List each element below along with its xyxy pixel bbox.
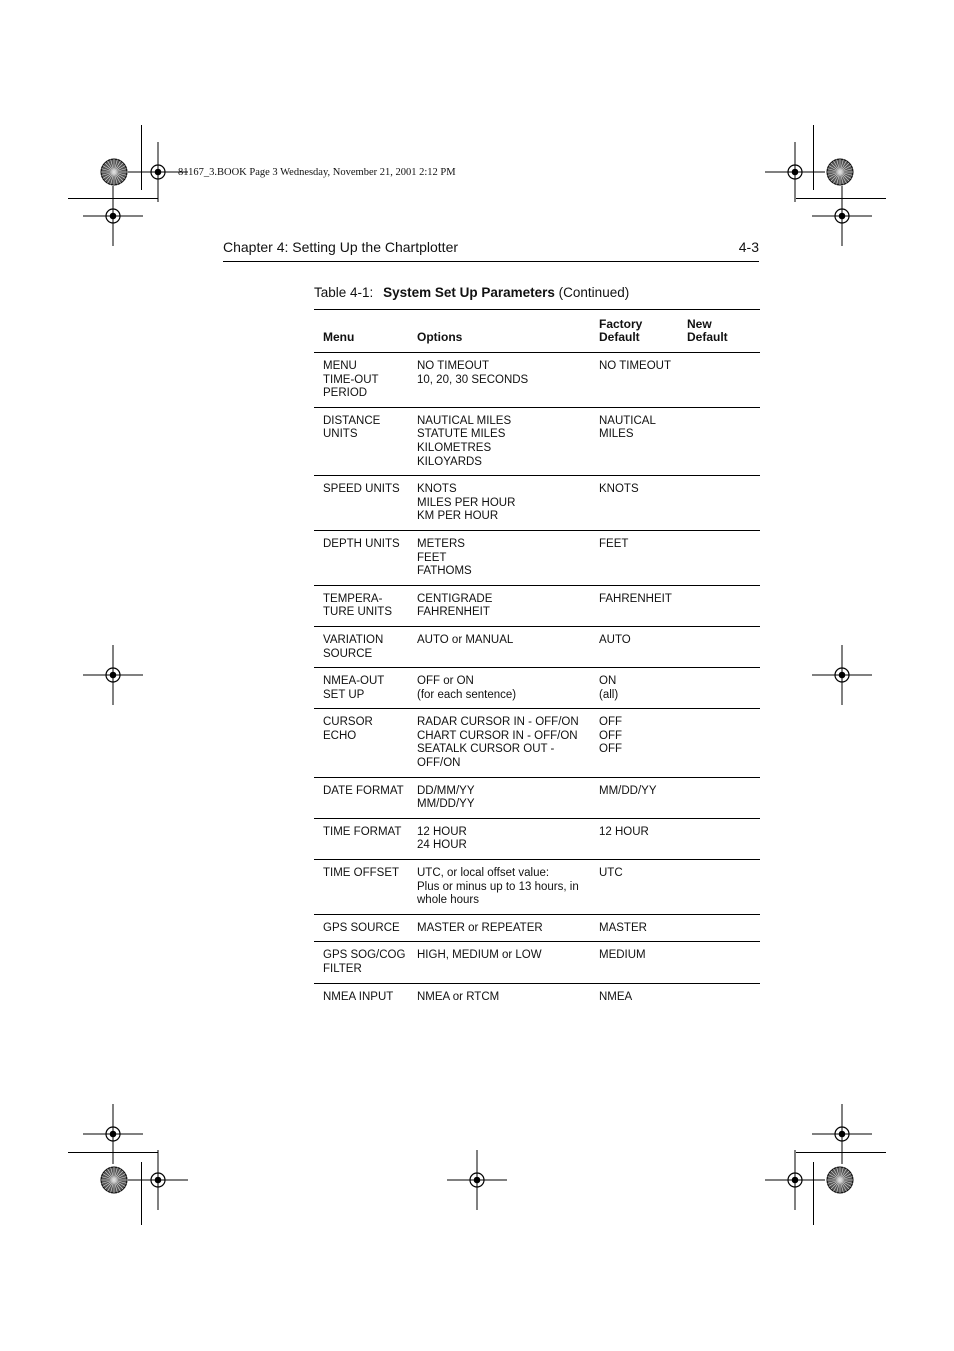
menu-cell: DATE FORMAT bbox=[314, 777, 408, 818]
factory-default-cell: ON (all) bbox=[590, 668, 678, 709]
menu-cell: NMEA INPUT bbox=[323, 990, 394, 1003]
starburst-mark-icon bbox=[99, 1165, 129, 1195]
menu-cell: DISTANCE UNITS bbox=[314, 407, 408, 475]
factory-default-cell: NAUTICAL MILES bbox=[590, 407, 678, 475]
options-cell: RADAR CURSOR IN - OFF/ON CHART CURSOR IN - OFF/ON SEATALK CURSOR OUT - OFF/ON bbox=[408, 709, 590, 777]
menu-cell: MENU TIME-OUT PERIOD bbox=[314, 353, 408, 408]
menu-cell: DEPTH UNITS bbox=[314, 530, 408, 585]
new-default-cell bbox=[678, 585, 760, 626]
new-default-cell bbox=[678, 407, 760, 475]
options-cell: HIGH, MEDIUM or LOW bbox=[408, 942, 590, 983]
column-header-factory-default: Factory Default bbox=[590, 310, 678, 353]
factory-default-cell: MM/DD/YY bbox=[590, 777, 678, 818]
menu-cell: GPS SOG/COG FILTER bbox=[314, 942, 408, 983]
table-body bbox=[314, 353, 760, 1011]
starburst-mark-icon bbox=[99, 157, 129, 187]
table-row bbox=[314, 914, 760, 942]
factory-default-cell: NO TIMEOUT bbox=[590, 353, 678, 408]
caption-label: Table 4-1: bbox=[314, 285, 374, 300]
book-info-slug: 81167_3.BOOK Page 3 Wednesday, November 21, 2001 2:12 PM bbox=[178, 167, 456, 178]
menu-cell: TEMPERA- TURE UNITS bbox=[314, 585, 408, 626]
options-cell: MASTER or REPEATER bbox=[408, 914, 590, 942]
page-number: 4-3 bbox=[738, 239, 759, 255]
column-header-menu: Menu bbox=[314, 310, 408, 353]
new-default-cell bbox=[678, 668, 760, 709]
new-default-cell bbox=[678, 983, 760, 1010]
table-row bbox=[314, 860, 760, 915]
options-cell: UTC, or local offset value: Plus or minus up to 13 hours, in whole hours bbox=[408, 860, 590, 915]
factory-default-cell: MASTER bbox=[590, 914, 678, 942]
options-cell: KNOTS MILES PER HOUR KM PER HOUR bbox=[408, 476, 590, 531]
options-cell: METERS FEET FATHOMS bbox=[408, 530, 590, 585]
crosshair-mark-icon bbox=[128, 1150, 188, 1210]
options-cell: NO TIMEOUT 10, 20, 30 SECONDS bbox=[408, 353, 590, 408]
chapter-title: Chapter 4: Setting Up the Chartplotter bbox=[223, 239, 459, 255]
crosshair-mark-icon bbox=[812, 645, 872, 705]
factory-default-cell: NMEA bbox=[599, 990, 633, 1003]
menu-cell: GPS SOURCE bbox=[314, 914, 408, 942]
table-header-row bbox=[314, 310, 760, 353]
menu-cell: SPEED UNITS bbox=[314, 476, 408, 531]
table-row bbox=[314, 942, 760, 983]
caption-suffix: (Continued) bbox=[558, 285, 630, 300]
new-default-cell bbox=[678, 626, 760, 667]
factory-default-cell: FEET bbox=[590, 530, 678, 585]
menu-cell: CURSOR ECHO bbox=[314, 709, 408, 777]
crosshair-mark-icon bbox=[83, 186, 143, 246]
starburst-mark-icon bbox=[825, 157, 855, 187]
column-header-new-default: New Default bbox=[678, 310, 760, 353]
options-cell: NMEA or RTCM bbox=[417, 990, 500, 1003]
new-default-cell bbox=[678, 476, 760, 531]
new-default-cell bbox=[678, 709, 760, 777]
table-row bbox=[314, 407, 760, 475]
menu-cell: TIME FORMAT bbox=[314, 818, 408, 859]
table-row bbox=[314, 476, 760, 531]
table-row bbox=[314, 983, 760, 1010]
table-row bbox=[314, 668, 760, 709]
options-cell: CENTIGRADE FAHRENHEIT bbox=[408, 585, 590, 626]
table-row bbox=[314, 626, 760, 667]
table-row bbox=[314, 530, 760, 585]
table-caption bbox=[314, 285, 629, 300]
table-row bbox=[314, 585, 760, 626]
column-header-options: Options bbox=[408, 310, 590, 353]
factory-default-cell: AUTO bbox=[590, 626, 678, 667]
starburst-mark-icon bbox=[825, 1165, 855, 1195]
options-cell: OFF or ON (for each sentence) bbox=[408, 668, 590, 709]
menu-cell: TIME OFFSET bbox=[314, 860, 408, 915]
new-default-cell bbox=[678, 818, 760, 859]
new-default-cell bbox=[678, 860, 760, 915]
new-default-cell bbox=[678, 777, 760, 818]
factory-default-cell: KNOTS bbox=[590, 476, 678, 531]
factory-default-cell: MEDIUM bbox=[590, 942, 678, 983]
table-row bbox=[314, 777, 760, 818]
factory-default-cell: 12 HOUR bbox=[590, 818, 678, 859]
new-default-cell bbox=[678, 942, 760, 983]
caption-title: System Set Up Parameters bbox=[383, 285, 555, 300]
factory-default-cell: FAHRENHEIT bbox=[590, 585, 678, 626]
crosshair-mark-icon bbox=[812, 186, 872, 246]
options-cell: DD/MM/YY MM/DD/YY bbox=[408, 777, 590, 818]
table-row bbox=[314, 353, 760, 408]
options-cell: NAUTICAL MILES STATUTE MILES KILOMETRES KILOYARDS bbox=[408, 407, 590, 475]
new-default-cell bbox=[678, 353, 760, 408]
new-default-cell bbox=[678, 914, 760, 942]
crosshair-mark-icon bbox=[447, 1150, 507, 1210]
menu-cell: VARIATION SOURCE bbox=[314, 626, 408, 667]
menu-cell: NMEA-OUT SET UP bbox=[314, 668, 408, 709]
crosshair-mark-icon bbox=[765, 1150, 825, 1210]
crosshair-mark-icon bbox=[83, 645, 143, 705]
system-setup-parameters-table bbox=[314, 309, 760, 1010]
factory-default-cell: OFF OFF OFF bbox=[590, 709, 678, 777]
new-default-cell bbox=[678, 530, 760, 585]
table-row bbox=[314, 818, 760, 859]
table-row bbox=[314, 709, 760, 777]
options-cell: AUTO or MANUAL bbox=[408, 626, 590, 667]
factory-default-cell: UTC bbox=[590, 860, 678, 915]
options-cell: 12 HOUR 24 HOUR bbox=[408, 818, 590, 859]
page-header bbox=[223, 239, 759, 262]
